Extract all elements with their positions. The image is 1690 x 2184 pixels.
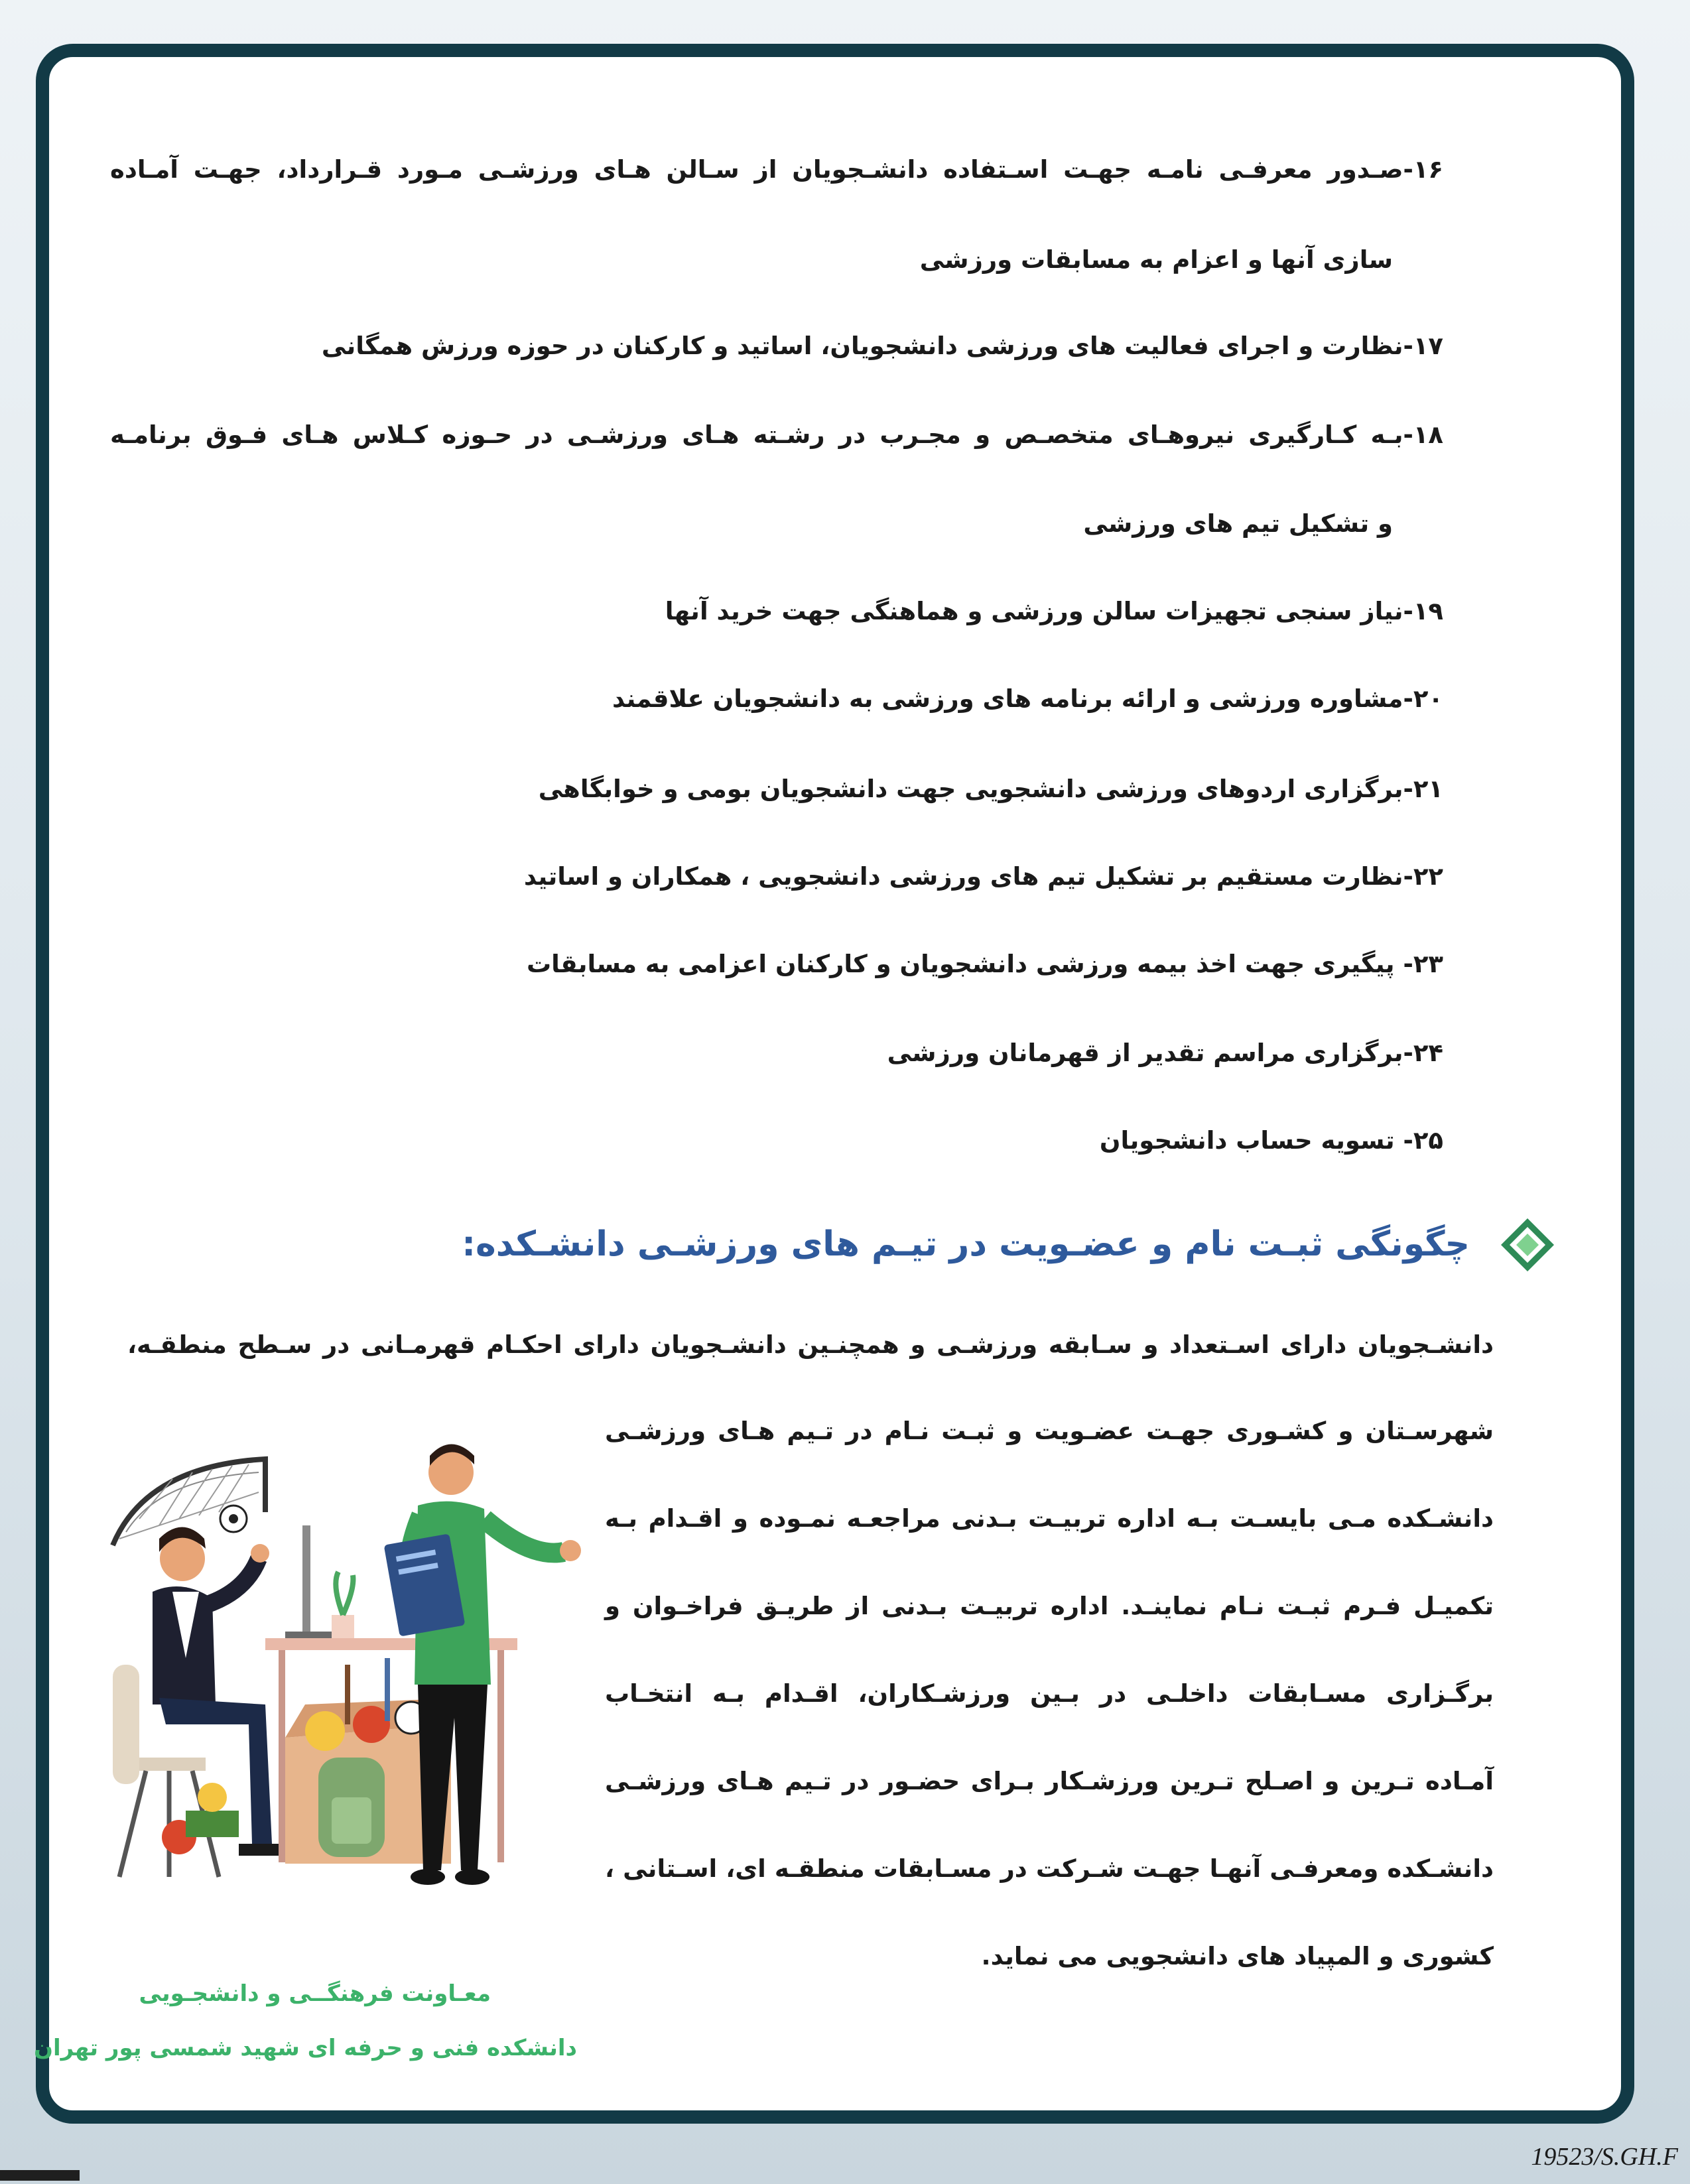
paragraph-line-6: آمـاده تـرین و اصـلح تـرین ورزشـکار بـرای حضـور در تـیم هـای ورزشـی [605,1767,1494,1795]
list-item-20: ۲۰-مشاوره ورزشی و ارائه برنامه های ورزشی به دانشجویان علاقمند [612,684,1443,713]
list-item-21: ۲۱-برگزاری اردوهای ورزشی دانشجویی جهت دانشجویان بومی و خوابگاهی [538,775,1443,803]
sports-office-illustration [106,1439,584,1890]
list-item-17: ۱۷-نظارت و اجرای فعالیت های ورزشی دانشجویان، اساتید و کارکنان در حوزه ورزش همگانی [321,332,1443,360]
paragraph-line-3: دانشـکده مـی بایسـت بـه اداره تربیـت بـدنی مراجعـه نمـوده و اقـدام بـه [605,1504,1494,1533]
page-code: 19523/S.GH.F [1531,2143,1678,2171]
list-item-24: ۲۴-برگزاری مراسم تقدیر از قهرمانان ورزشی [887,1039,1443,1067]
diamond-bullet-icon [1498,1215,1557,1275]
list-item-19: ۱۹-نیاز سنجی تجهیزات سالن ورزشی و هماهنگی جهت خرید آنها [665,597,1443,625]
footer-department: معـاونت فرهنگــی و دانشجـویی [139,1980,491,2007]
list-item-18-line2: و تشکیل تیم های ورزشی [1083,509,1393,538]
list-item-16-line2: سازی آنها و اعزام به مسابقات ورزشی [919,245,1393,274]
paragraph-line-4: تکمیـل فـرم ثبـت نـام نماینـد. اداره تربیـت بـدنی از طریـق فراخـوان و [605,1592,1494,1620]
section-heading: چگونگی ثبـت نام و عضـویت در تیـم های ورزشـی دانشـکده: [462,1224,1470,1264]
bottom-logo-strip [0,2170,80,2181]
paragraph-line-7: دانشـکده ومعرفـی آنهـا جهـت شـرکت در مسـابقات منطقـه ای، اسـتانی ، [605,1854,1494,1883]
list-item-23: ۲۳- پیگیری جهت اخذ بیمه ورزشی دانشجویان و کارکنان اعزامی به مسابقات [526,950,1443,978]
paragraph-line-1: دانشـجویان دارای اسـتعداد و سـابقه ورزشـی و همچنـین دانشـجویان دارای احکـام قهرمـانی در سـطح منطقـه، [127,1330,1494,1359]
paragraph-line-8: کشوری و المپیاد های دانشجویی می نماید. [981,1942,1494,1970]
list-item-25: ۲۵- تسویه حساب دانشجویان [1099,1126,1443,1155]
paragraph-line-5: برگـزاری مسـابقات داخلـی در بـین ورزشـکاران، اقـدام بـه انتخـاب [605,1679,1494,1708]
list-item-16-line1: ۱۶-صـدور معرفـی نامـه جهـت اسـتفاده دانشـجویان از سـالن هـای ورزشـی مـورد قـرارداد، جهـت آمـاده [110,155,1443,184]
list-item-22: ۲۲-نظارت مستقیم بر تشکیل تیم های ورزشی دانشجویی ، همکاران و اساتید [523,862,1443,891]
paragraph-line-2: شهرسـتان و کشـوری جهـت عضـویت و ثبـت نـام در تـیم هـای ورزشـی [605,1417,1494,1445]
list-item-18-line1: ۱۸-بـه کـارگیری نیروهـای متخصـص و مجـرب در رشـته هـای ورزشـی در حـوزه کـلاس هـای فـوق برنامـه [110,420,1443,449]
footer-institution: دانشکده فنی و حرفه ای شهید شمسی پور تهران [34,2035,577,2061]
